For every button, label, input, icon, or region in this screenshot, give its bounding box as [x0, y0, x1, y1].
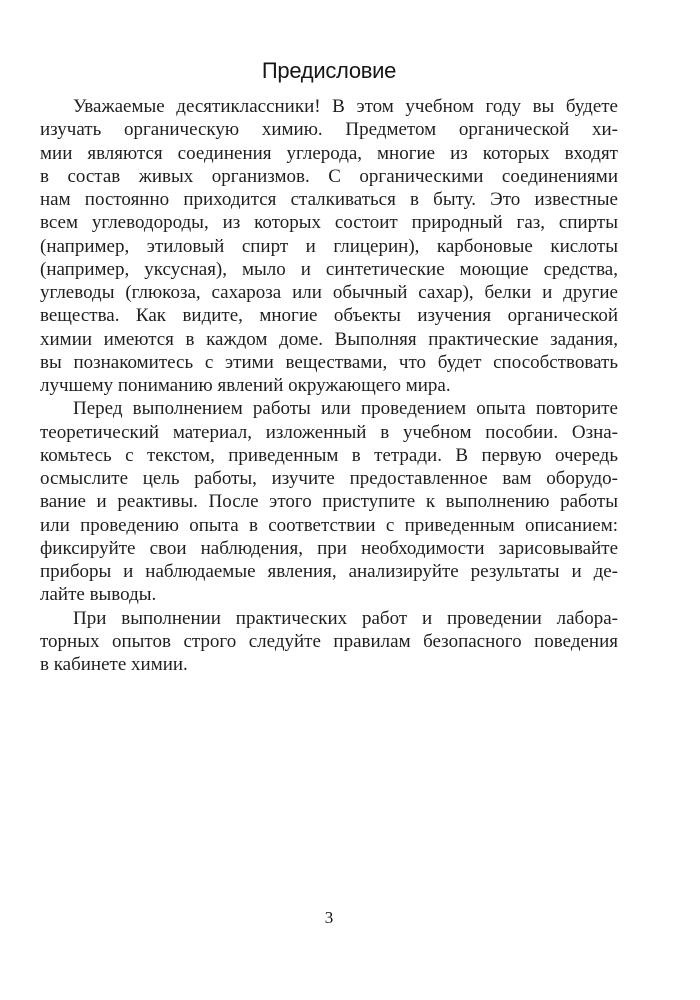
text-line: осмыслите цель работы, изучите предоставленное вам оборудо-	[40, 468, 618, 489]
text-line: в кабинете химии.	[40, 654, 188, 675]
page-title: Предисловие	[261, 58, 397, 83]
paragraph	[40, 607, 618, 677]
text-line: лайте выводы.	[40, 584, 157, 606]
text-line: всем углеводороды, из которых состоит природный газ, спирты	[40, 212, 618, 234]
text-line: При выполнении практических работ и проведении лабора-	[73, 607, 618, 629]
paragraph	[40, 397, 618, 606]
text-line: комьтесь с текстом, приведенным в тетради. В первую очередь	[40, 444, 618, 466]
text-line: теоретический материал, изложенный в учебном пособии. Озна-	[40, 421, 618, 443]
text-line: (например, уксусная), мыло и синтетические моющие средства,	[40, 258, 618, 280]
text-line: или проведению опыта в соответствии с приведенным описанием:	[40, 514, 618, 536]
body-text	[40, 95, 618, 676]
page-footer	[40, 908, 618, 928]
text-line: химии имеются в каждом доме. Выполняя практические задания,	[40, 328, 618, 350]
text-line: углеводы (глюкоза, сахароза или обычный сахар), белки и другие	[40, 282, 618, 303]
text-line: в состав живых организмов. С органическими соединениями	[40, 165, 618, 187]
text-line: нам постоянно приходится сталкиваться в быту. Это известные	[40, 189, 618, 210]
text-line: изучать органическую химию. Предметом органической хи-	[40, 119, 618, 141]
text-line: лучшему пониманию явлений окружающего мира.	[40, 375, 451, 396]
paragraph	[40, 95, 618, 397]
text-line: торных опытов строго следуйте правилам безопасного поведения	[40, 630, 618, 652]
text-line: Уважаемые десятиклассники! В этом учебном году вы будете	[73, 96, 618, 117]
page-number: 3	[324, 908, 334, 927]
text-line: мии являются соединения углерода, многие из которых входят	[40, 142, 618, 164]
text-line: вещества. Как видите, многие объекты изучения органической	[40, 305, 618, 327]
text-line: приборы и наблюдаемые явления, анализируйте результаты и де-	[40, 561, 618, 582]
text-line: Перед выполнением работы или проведением опыта повторите	[73, 398, 618, 420]
text-block	[40, 58, 618, 676]
text-line: фиксируйте свои наблюдения, при необходимости зарисовывайте	[40, 537, 618, 559]
text-line: (например, этиловый спирт и глицерин), карбоновые кислоты	[40, 235, 618, 257]
text-line: вание и реактивы. После этого приступите к выполнению работы	[40, 491, 618, 513]
text-line: вы познакомитесь с этими веществами, что будет способствовать	[40, 351, 618, 373]
